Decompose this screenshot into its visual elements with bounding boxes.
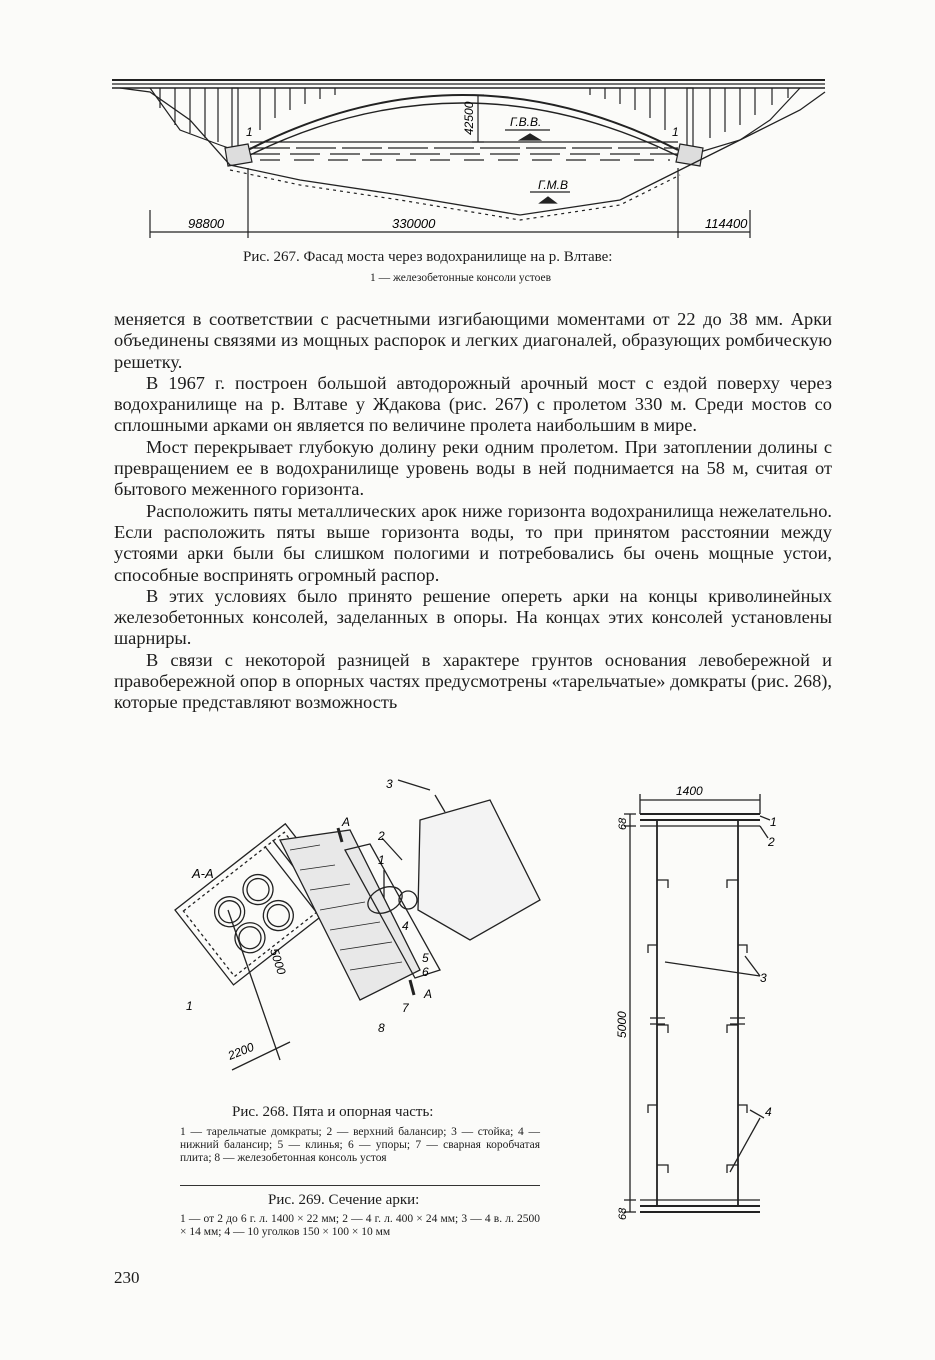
- level-high-label: Г.В.В.: [510, 115, 542, 129]
- dim-span: 330000: [392, 216, 436, 231]
- page-number: 230: [114, 1268, 140, 1287]
- section-label: А-А: [192, 866, 214, 881]
- paragraph: В этих условиях было принято решение опереть арки на концы криволинейных железобетонных консолей, заделанных в опоры. На концах этих консолей установлены шарниры.: [114, 585, 832, 649]
- fig269-legend: 1 — от 2 до 6 г. л. 1400 × 22 мм; 2 — 4 г. л. 400 × 24 мм; 3 — 4 в. л. 2500 × 14 мм; 4 — 10 уголков 150 × 100 × 10 мм: [180, 1213, 540, 1238]
- fig267-caption: Рис. 267. Фасад моста через водохранилище на р. Влтаве:: [243, 249, 613, 265]
- dim-2200: 2200: [225, 1039, 256, 1063]
- caption-divider: [180, 1185, 540, 1186]
- fig269-caption: Рис. 269. Сечение арки:: [268, 1192, 420, 1208]
- dim-68-bottom: 68: [617, 1207, 629, 1220]
- marker-4: 4: [765, 1105, 772, 1119]
- marker-8: 8: [378, 1021, 385, 1035]
- dim-68-top: 68: [617, 817, 629, 830]
- marker-1a: 1: [186, 999, 193, 1013]
- marker-1b: 1: [378, 853, 385, 867]
- fig268-caption: Рис. 268. Пята и опорная часть:: [232, 1104, 434, 1120]
- dim-rise: 42500: [462, 101, 476, 135]
- body-text: [114, 309, 832, 714]
- paragraph: Мост перекрывает глубокую долину реки одним пролетом. При затоплении долины с превращением ее в водохранилище уровень воды в ней поднимается на 58 м, считая от бытового меженного горизонта.: [114, 436, 832, 500]
- fig268-legend: 1 — тарельчатые домкраты; 2 — верхний балансир; 3 — стойка; 4 — нижний балансир; 5 — клинья; 6 — упоры; 7 — сварная коробчатая плита; 8 — железобетонная консоль устоя: [180, 1126, 540, 1164]
- marker-left: 1: [246, 125, 253, 139]
- dim-5000: 5000: [615, 1011, 629, 1038]
- figure-268-springing: [170, 770, 560, 1100]
- dim-right: 114400: [705, 216, 748, 231]
- paragraph: В 1967 г. построен большой автодорожный арочный мост с ездой поверху через водохранилище на р. Влтаве у Ждакова (рис. 267) с пролетом 330 м. Среди мостов со сплошными арками он является по величине пролета наибольшим в мире.: [114, 372, 832, 436]
- dim-1400: 1400: [676, 784, 703, 798]
- marker-2: 2: [378, 829, 385, 843]
- marker-3: 3: [386, 777, 393, 791]
- paragraph: меняется в соответствии с расчетными изгибающими моментами от 22 до 38 мм. Арки объединены связями из мощных распорок и легких диагоналей, образующих ромбическую решетку.: [114, 309, 832, 372]
- dim-5000: 5000: [267, 946, 289, 977]
- marker-6: 6: [422, 965, 429, 979]
- paragraph: Расположить пяты металлических арок ниже горизонта водохранилища нежелательно. Если расположить пяты выше горизонта воды, то при принятом расстоянии между устоями арки были бы слишком пологими и потребовались бы очень мощные устои, способные воспринять огромный распор.: [114, 500, 832, 585]
- marker-4: 4: [402, 919, 409, 933]
- marker-2: 2: [768, 835, 775, 849]
- marker-5: 5: [422, 951, 429, 965]
- section-mark-top: А: [342, 815, 351, 829]
- marker-7: 7: [402, 1001, 409, 1015]
- section-mark-bottom: А: [424, 987, 433, 1001]
- figure-267-bridge-facade: [100, 70, 840, 250]
- marker-right: 1: [672, 125, 679, 139]
- figure-269-arch-section: [610, 780, 800, 1240]
- marker-1: 1: [770, 815, 777, 829]
- dim-left: 98800: [188, 216, 225, 231]
- marker-3: 3: [760, 971, 767, 985]
- paragraph: В связи с некоторой разницей в характере грунтов основания левобережной и правобережной опор в опорных частях предусмотрены «тарельчатые» домкраты (рис. 268), которые представляют возможность: [114, 649, 832, 713]
- level-low-label: Г.М.В: [538, 178, 568, 192]
- fig267-legend: 1 — железобетонные консоли устоев: [370, 272, 552, 284]
